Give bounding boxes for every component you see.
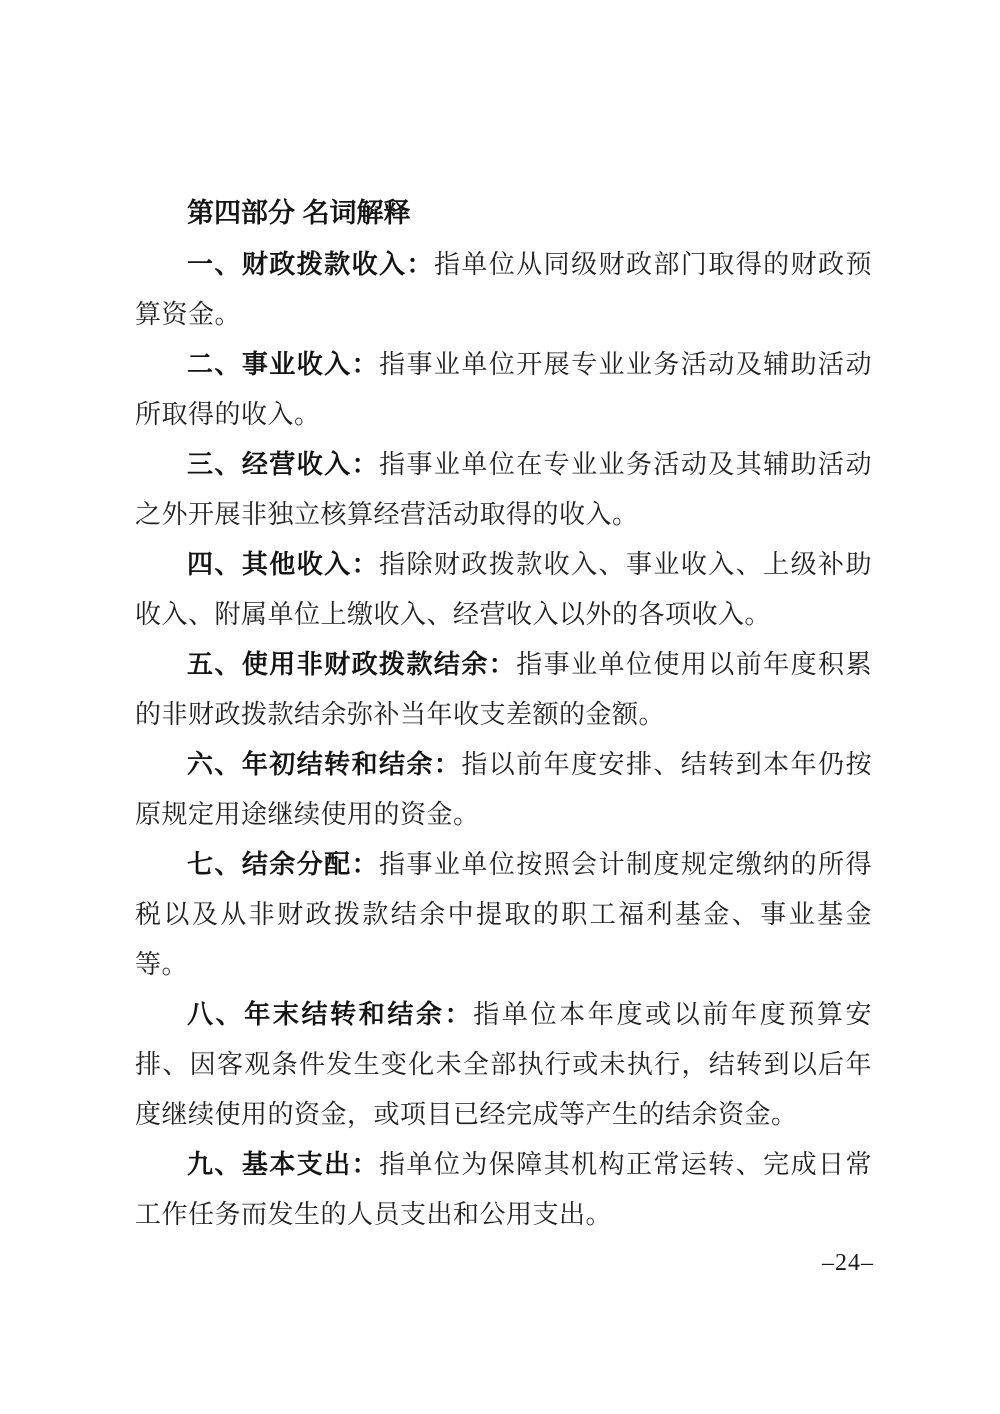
term-definition: 指事业单位开展专业业务活动及辅助活动所取得的收入。 [135,350,872,429]
section-title: 第四部分 名词解释 [187,198,411,228]
term-definition: 指以前年度安排、结转到本年仍按原规定用途继续使用的资金。 [135,750,872,829]
definition-paragraph [135,340,872,440]
definition-paragraph [135,540,872,640]
term-label: 五、使用非财政拨款结余： [187,650,517,679]
term-label: 八、年末结转和结余： [187,1000,474,1029]
document-content [135,188,872,1240]
term-definition: 指单位本年度或以前年度预算安排、因客观条件发生变化未全部执行或未执行，结转到以后年度继续使用的资金，或项目已经完成等产生的结余资金。 [135,1000,872,1129]
definition-paragraph [135,990,872,1140]
page-number: –24– [822,1250,874,1276]
term-definition: 指事业单位使用以前年度积累的非财政拨款结余弥补当年收支差额的金额。 [135,650,872,729]
definition-paragraph [135,840,872,990]
term-label: 一、财政拨款收入： [187,250,434,279]
definition-paragraph [135,1140,872,1240]
term-definition: 指事业单位按照会计制度规定缴纳的所得税以及从非财政拨款结余中提取的职工福利基金、事业基金等。 [135,850,872,979]
term-label: 三、经营收入： [187,450,380,479]
term-label: 二、事业收入： [187,350,380,379]
term-definition: 指单位为保障其机构正常运转、完成日常工作任务而发生的人员支出和公用支出。 [135,1150,872,1229]
term-label: 九、基本支出： [187,1150,380,1179]
term-label: 四、其他收入： [187,550,380,579]
term-definition: 指除财政拨款收入、事业收入、上级补助收入、附属单位上缴收入、经营收入以外的各项收入。 [135,550,872,629]
definition-paragraph [135,440,872,540]
term-definition: 指单位从同级财政部门取得的财政预算资金。 [135,250,872,329]
term-label: 六、年初结转和结余： [187,750,462,779]
term-label: 七、结余分配： [187,850,380,879]
term-definition: 指事业单位在专业业务活动及其辅助活动之外开展非独立核算经营活动取得的收入。 [135,450,872,529]
definition-paragraph [135,640,872,740]
definition-paragraph [135,240,872,340]
definition-paragraph [135,740,872,840]
